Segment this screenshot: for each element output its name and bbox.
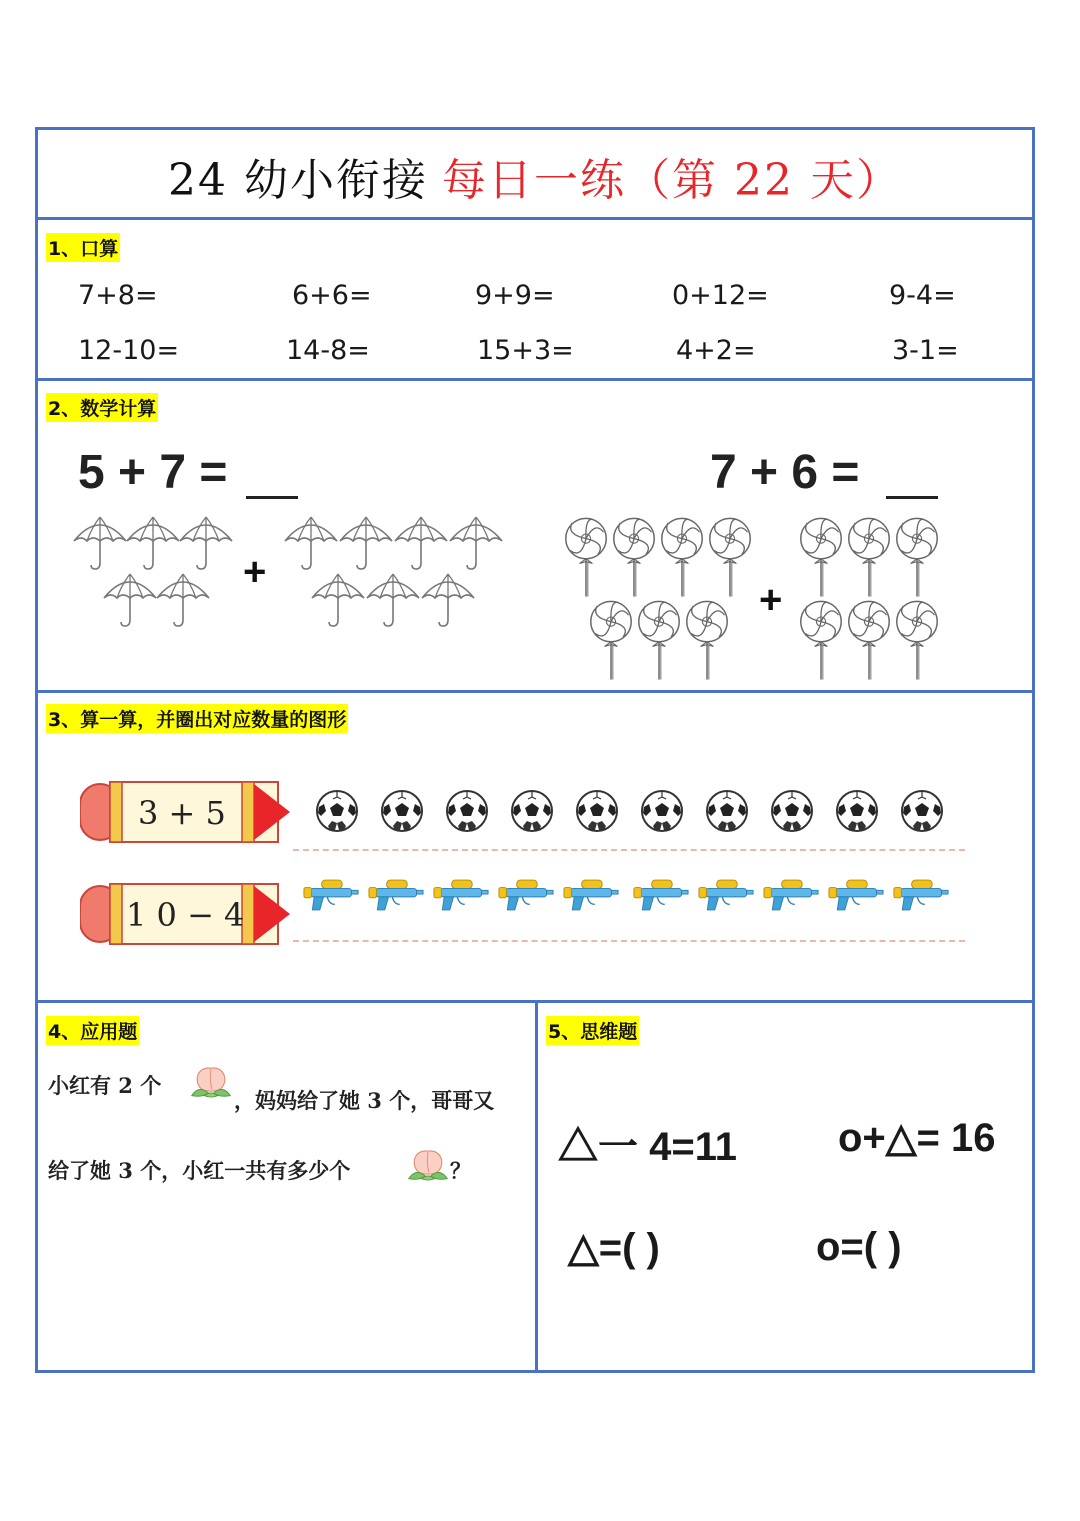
pencil-expression: 3 + 5 [138,794,226,832]
water-gun-icon [303,876,359,914]
lollipop-icon [798,515,844,599]
lollipop-icon [798,598,844,682]
equation-right: 7 + 6 = [710,446,860,499]
lollipop-icon [659,515,705,599]
soccer-ball-icon [705,789,749,833]
umbrella-icon [446,513,506,573]
thinking-answer[interactable]: △=( ) [568,1226,660,1270]
soccer-ball-icon [770,789,814,833]
column-divider [535,1003,538,1373]
lollipop-icon [563,515,609,599]
title-black: 24 幼小衔接 [168,155,428,206]
umbrella-icon [153,570,213,630]
soccer-ball-icon [380,789,424,833]
peach-icon [188,1062,234,1100]
worksheet [35,127,1035,1373]
umbrella-icon [100,570,160,630]
oral-item: 0+12= [672,280,769,311]
water-gun-icon [893,876,949,914]
soccer-ball-icon [900,789,944,833]
water-gun-icon [368,876,424,914]
umbrella-icon [363,570,423,630]
oral-item: 15+3= [477,335,574,366]
soccer-ball-icon [575,789,619,833]
oral-item: 4+2= [676,335,756,366]
umbrella-icon [70,513,130,573]
water-gun-icon [563,876,619,914]
section2-label: 2、数学计算 [46,393,158,422]
water-gun-icon [633,876,689,914]
oral-item: 9-4= [889,280,956,311]
water-gun-icon [828,876,884,914]
thinking-equation: △一 4=11 [558,1125,738,1169]
lollipop-icon [894,515,940,599]
water-gun-icon [698,876,754,914]
soccer-ball-icon [445,789,489,833]
lollipop-icon [846,515,892,599]
thinking-equation: o+△= 16 [838,1116,996,1160]
lollipop-icon [846,598,892,682]
soccer-ball-icon [835,789,879,833]
lollipop-icon [636,598,682,682]
umbrella-icon [281,513,341,573]
umbrella-icon [391,513,451,573]
peach-icon [405,1145,451,1183]
lollipop-icon [588,598,634,682]
water-gun-icon [433,876,489,914]
divider [38,217,1032,220]
lollipop-icon [684,598,730,682]
lollipop-icon [707,515,753,599]
answer-blank[interactable] [246,496,298,499]
equation-left: 5 + 7 = [78,446,228,499]
umbrella-icon [123,513,183,573]
plus-sign: + [243,550,267,594]
dotted-line [293,849,965,851]
section5-label: 5、思维题 [546,1016,639,1045]
oral-item: 9+9= [475,280,555,311]
divider [38,378,1032,381]
oral-item: 7+8= [78,280,158,311]
water-gun-icon [763,876,819,914]
problem-text: 小红有 2 个 [48,1073,162,1098]
section4-label: 4、应用题 [46,1016,139,1045]
lollipop-icon [611,515,657,599]
page-title [38,144,1032,208]
oral-item: 14-8= [286,335,370,366]
title-red: 每日一练（第 22 天） [442,155,902,206]
umbrella-icon [176,513,236,573]
problem-text: 给了她 3 个，小红一共有多少个 [48,1158,351,1183]
dotted-line [293,940,965,942]
oral-item: 6+6= [292,280,372,311]
umbrella-icon [308,570,368,630]
problem-text: ，妈妈给了她 3 个，哥哥又 [234,1088,495,1113]
umbrella-icon [418,570,478,630]
soccer-ball-icon [315,789,359,833]
thinking-answer[interactable]: o=( ) [816,1225,902,1269]
soccer-ball-icon [510,789,554,833]
problem-text: ？ [450,1158,471,1183]
section3-label: 3、算一算，并圈出对应数量的图形 [46,704,348,733]
plus-sign: + [759,578,783,622]
answer-blank[interactable] [886,496,938,499]
pencil-expression: 1 0 − 4 [126,896,245,934]
section1-label: 1、口算 [46,233,120,262]
water-gun-icon [498,876,554,914]
oral-item: 12-10= [78,335,180,366]
lollipop-icon [894,598,940,682]
divider [38,690,1032,693]
umbrella-icon [336,513,396,573]
soccer-ball-icon [640,789,684,833]
oral-item: 3-1= [892,335,959,366]
